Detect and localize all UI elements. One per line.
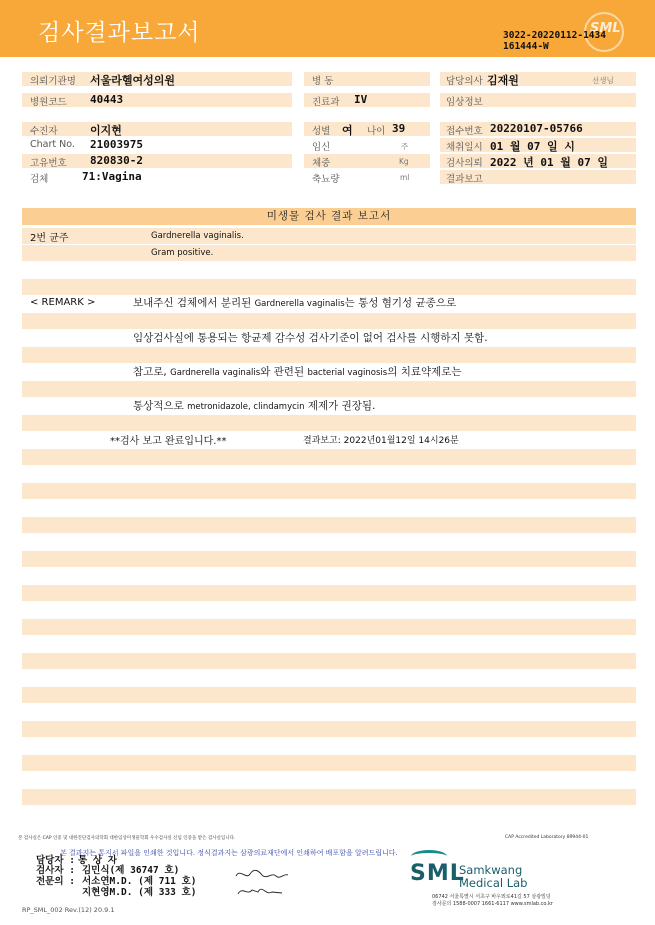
specialist-value-2: 지현영M.D. (제 333 호)	[82, 887, 197, 898]
remark-line-4	[133, 398, 375, 413]
result-time: 결과보고: 2022년01월12일 14시26분	[303, 436, 459, 446]
remark-line-3	[133, 364, 462, 379]
age-value: 39	[392, 122, 406, 135]
remark-line-1	[133, 295, 456, 310]
remark-line-2	[133, 330, 488, 345]
remark-3a: 참고로,	[133, 366, 171, 378]
report-stripe	[22, 789, 636, 805]
specialist-label: 전문의 :	[36, 876, 75, 887]
report-stripe	[22, 313, 636, 329]
doctor-label: 담당의사	[446, 76, 483, 87]
report-stripe	[22, 347, 636, 363]
remark-1a: 보내주신 검체에서 분리된	[133, 297, 255, 309]
specimen-value: 71:Vagina	[82, 170, 142, 183]
report-stripe	[22, 517, 636, 533]
remark-4b: metronidazole, clindamycin	[187, 402, 305, 412]
collect-label: 채취일시	[446, 142, 483, 153]
pregnancy-label: 임신	[312, 142, 331, 153]
report-id	[503, 30, 606, 52]
remark-1b: Gardnerella vaginalis	[254, 299, 345, 309]
report-stripe	[22, 483, 636, 499]
request-value: 2022 년 01 월 07 일	[490, 156, 608, 169]
report-stripe	[22, 619, 636, 635]
report-stripe	[22, 415, 636, 431]
report-stripe	[22, 585, 636, 601]
chart-label: Chart No.	[30, 139, 75, 150]
weight-label: 체중	[312, 158, 331, 169]
urine-unit: ml	[400, 173, 410, 182]
report-stripe	[22, 551, 636, 567]
report-stripe	[22, 653, 636, 669]
patient-value: 이지현	[90, 124, 122, 137]
brand-line-2: Medical Lab	[459, 876, 528, 890]
hospital-code-label: 병원코드	[30, 97, 67, 108]
specialist-value-1: 서소연M.D. (제 711 호)	[82, 876, 197, 887]
organism-name: Gardnerella vaginalis.	[151, 231, 244, 241]
patient-label: 수진자	[30, 126, 58, 137]
request-label: 검사의뢰	[446, 158, 483, 169]
remark-label: < REMARK >	[30, 297, 96, 308]
unique-value: 820830-2	[90, 154, 143, 167]
report-stripe	[22, 245, 636, 261]
report-complete: **검사 보고 완료입니다.**	[110, 436, 227, 447]
result-report-label: 결과보고	[446, 174, 483, 185]
report-stripe	[22, 279, 636, 295]
tester-label: 검사자 :	[36, 865, 75, 876]
remark-3b: Gardnerella vaginalis	[170, 368, 261, 378]
manager-value: 통 상 자	[78, 855, 117, 866]
address-line-1: 06742 서울특별시 서초구 바우뫼로41길 57 삼광빌딩	[432, 894, 551, 900]
section-title: 미생물 검사 결과 보고서	[22, 208, 636, 225]
doctor-suffix: 선생님	[592, 76, 614, 85]
age-label: 나이	[367, 126, 386, 137]
receipt-label: 접수번호	[446, 126, 483, 137]
unique-label: 고유번호	[30, 158, 67, 169]
band-patient	[22, 122, 292, 136]
urine-label: 축뇨량	[312, 174, 340, 185]
signatures	[232, 866, 292, 900]
cap-note: 본 검사실은 CAP 인증 및 대한진단검사의학회 대한임상미생물학회 우수검사실 신임 인증을 받은 검사실입니다.	[18, 836, 236, 841]
remark-1c: 는 통성 혐기성 균종으로	[344, 297, 457, 309]
clinical-info-label: 임상정보	[446, 97, 483, 108]
dept-value: IV	[354, 93, 368, 106]
address-line-2: 검사문의 1588-0007 1661-6117 www.smlab.co.kr	[432, 901, 553, 907]
remark-3d: bacterial vaginosis	[307, 368, 388, 378]
hospital-code-value: 40443	[90, 93, 124, 106]
print-note: 본 결과지는 통지서 파일을 인쇄한 것입니다. 정식결과지는 삼광의료재단에서 인쇄하여 배포함을 알려드립니다.	[60, 849, 398, 857]
sex-label: 성별	[312, 126, 331, 137]
institution-label: 의뢰기관명	[30, 76, 76, 87]
report-stripe	[22, 449, 636, 465]
gram-result: Gram positive.	[151, 248, 214, 258]
institution-value: 서울라헬여성의원	[90, 74, 176, 87]
report-stripe	[22, 381, 636, 397]
doctor-value: 김재원	[487, 74, 519, 87]
header-logo: SML	[590, 21, 621, 36]
pregnancy-unit: 주	[401, 142, 409, 151]
remark-3c: 와 관련된	[260, 366, 308, 378]
remark-4a: 통상적으로	[133, 400, 188, 412]
report-id-line1: 3022-20220112-1434	[503, 30, 606, 41]
weight-unit: Kg	[399, 157, 409, 166]
dept-label: 진료과	[312, 97, 340, 108]
revision: RP_SML_002 Rev.(12) 20.9.1	[22, 906, 115, 914]
remark-4c: 제제가 권장됨.	[304, 400, 376, 412]
brand-line-1: Samkwang	[459, 863, 523, 877]
sml-logo: SML	[410, 861, 465, 886]
report-id-line2: 161444-W	[503, 41, 549, 52]
report-stripe	[22, 755, 636, 771]
strain-label: 2번 균주	[30, 233, 69, 244]
address	[432, 894, 553, 908]
sex-value: 여	[342, 124, 353, 137]
collect-value: 01 월 07 일 시	[490, 140, 575, 153]
remark-3e: 의 치료약제로는	[387, 366, 462, 378]
cap-accredited: CAP Accredited Laboratory 89944-01	[505, 835, 589, 840]
chart-value: 21003975	[90, 138, 143, 151]
report-title: 검사결과보고서	[38, 20, 201, 46]
report-stripe	[22, 721, 636, 737]
manager-label: 담당자 :	[36, 855, 75, 866]
tester-value: 김민식(제 36747 호)	[82, 865, 180, 876]
brand-name	[459, 864, 527, 890]
report-stripe	[22, 687, 636, 703]
report-stripe	[22, 228, 636, 244]
receipt-value: 20220107-05766	[490, 122, 583, 135]
ward-label: 병 동	[312, 76, 334, 87]
remark-2a: 임상검사실에 통용되는 항균제 감수성 검사기준이 없어 검사를 시행하지 못함.	[133, 332, 488, 344]
specimen-label: 검체	[30, 174, 49, 185]
